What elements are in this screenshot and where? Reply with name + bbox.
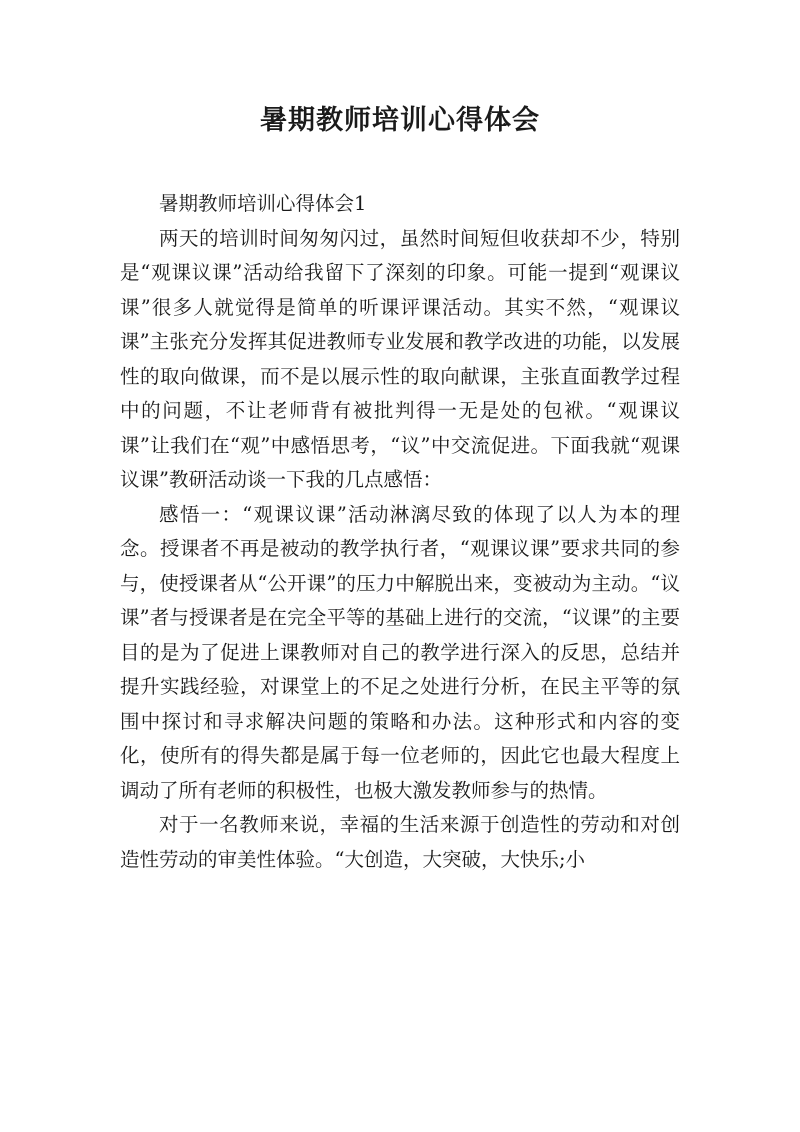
body-paragraph: 对于一名教师来说，幸福的生活来源于创造性的劳动和对创造性劳动的审美性体验。“大创造，大突破，大快乐;小	[120, 813, 680, 871]
document-body	[120, 187, 680, 877]
section-heading: 暑期教师培训心得体会1	[159, 192, 367, 215]
document-title: 暑期教师培训心得体会	[260, 105, 540, 136]
body-paragraph: 感悟一：“观课议课”活动淋漓尽致的体现了以人为本的理念。授课者不再是被动的教学执行者，“观课议课”要求共同的参与，使授课者从“公开课”的压力中解脱出来，变被动为主动。“议课”者与授课者是在完全平等的基础上进行的交流，“议课”的主要目的是为了促进上课教师对自己的教学进行深入的反思，总结并提升实践经验，对课堂上的不足之处进行分析，在民主平等的氛围中探讨和寻求解决问题的策略和办法。这种形式和内容的变化，使所有的得失都是属于每一位老师的，因此它也最大程度上调动了所有老师的积极性，也极大激发教师参与的热情。	[120, 502, 680, 802]
body-paragraph: 两天的培训时间匆匆闪过，虽然时间短但收获却不少，特别是“观课议课”活动给我留下了深刻的印象。可能一提到“观课议课”很多人就觉得是简单的听课评课活动。其实不然，“观课议课”主张充分发挥其促进教师专业发展和教学改进的功能，以发展性的取向做课，而不是以展示性的取向献课，主张直面教学过程中的问题，不让老师背有被批判得一无是处的包袱。“观课议课”让我们在“观”中感悟思考，“议”中交流促进。下面我就“观课议课”教研活动谈一下我的几点感悟：	[120, 226, 680, 491]
